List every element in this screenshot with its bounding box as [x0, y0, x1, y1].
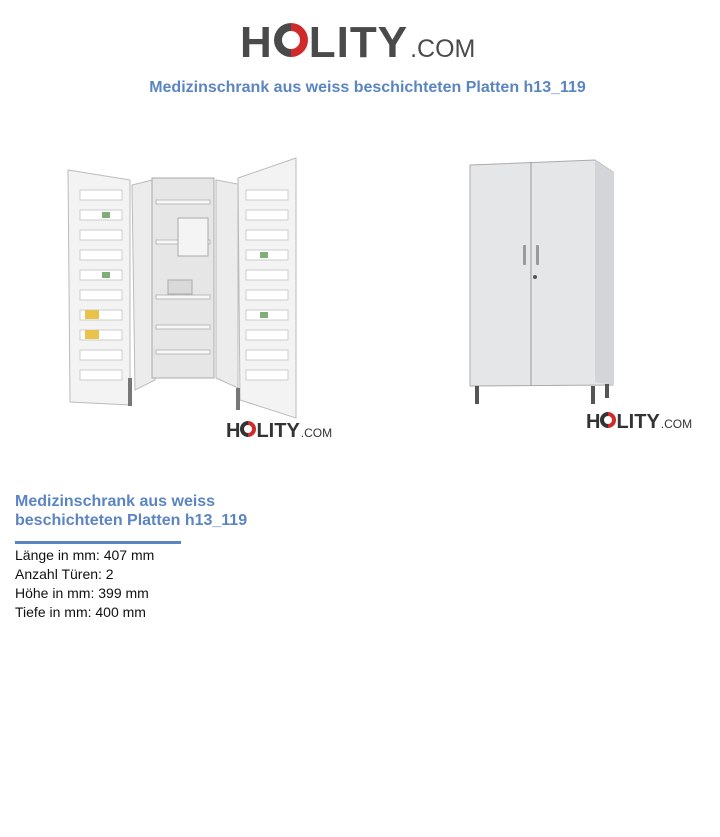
- watermark-letters-lity: LITY: [616, 411, 660, 433]
- spec-list: [15, 546, 154, 622]
- spec-value: 399 mm: [98, 585, 149, 601]
- watermark-letter-h: H: [586, 411, 601, 433]
- spec-row-depth: [15, 603, 154, 622]
- watermark-letter-h: H: [226, 420, 241, 442]
- watermark-o-icon: [600, 412, 616, 428]
- spec-label: Höhe in mm:: [15, 585, 95, 601]
- spec-label: Länge in mm:: [15, 547, 100, 563]
- watermark-letters-lity: LITY: [256, 420, 300, 442]
- spec-value: 407 mm: [103, 547, 155, 563]
- open-cabinet-image: [60, 150, 350, 450]
- open-cabinet-illustration: [60, 150, 350, 450]
- title-divider: [15, 541, 181, 544]
- spec-value: 400 mm: [95, 604, 146, 620]
- spec-row-doors: [15, 565, 154, 584]
- watermark-o-icon: [240, 421, 256, 437]
- page-title: Medizinschrank aus weiss beschichteten Platten h13_119: [149, 79, 586, 96]
- holity-logo[interactable]: [240, 18, 475, 68]
- closed-cabinet-image: [455, 150, 705, 440]
- spec-row-height: [15, 584, 154, 603]
- spec-value: 2: [105, 566, 114, 582]
- watermark-logo-2: [586, 411, 692, 434]
- watermark-domain: .COM: [660, 417, 693, 431]
- logo-domain: .COM: [410, 35, 476, 63]
- spec-label: Tiefe in mm:: [15, 604, 92, 620]
- logo-letter-h: H: [240, 18, 273, 67]
- spec-label: Anzahl Türen:: [15, 566, 102, 582]
- spec-row-length: [15, 546, 154, 565]
- logo-o-circle-icon: [274, 23, 308, 57]
- product-title: Medizinschrank aus weiss beschichteten Platten h13_119: [15, 493, 248, 529]
- logo-letters-lity: LITY: [308, 18, 409, 67]
- watermark-domain: .COM: [300, 426, 333, 440]
- closed-cabinet-illustration: [455, 150, 705, 440]
- watermark-logo-1: [226, 420, 332, 443]
